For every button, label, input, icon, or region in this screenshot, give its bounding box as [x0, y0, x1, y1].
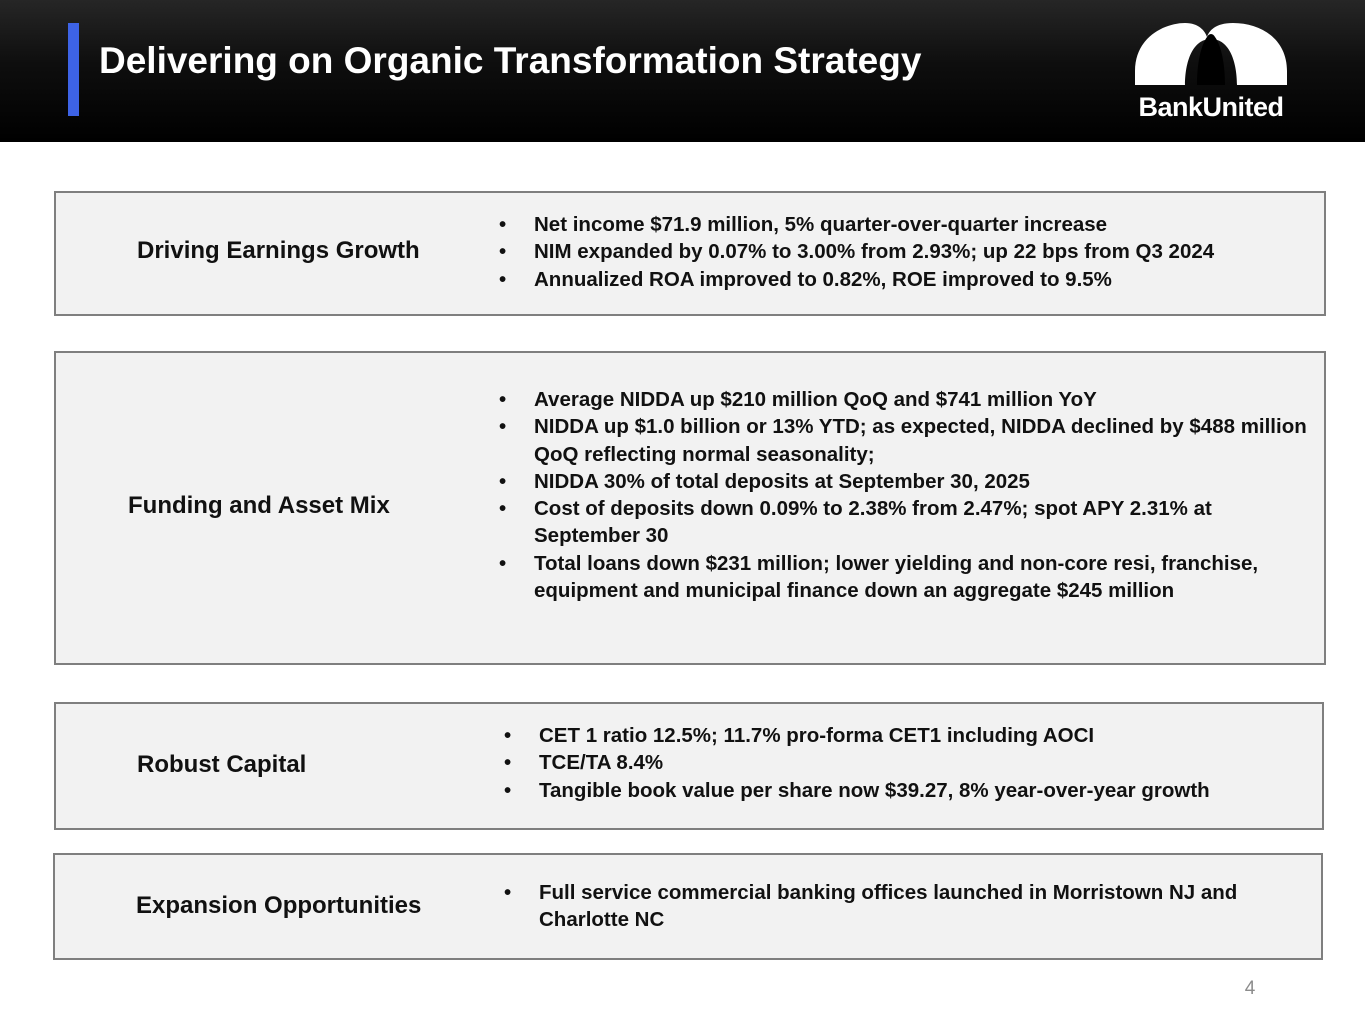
bullet-item: • Average NIDDA up $210 million QoQ and $741 million YoY: [499, 386, 1309, 413]
panel-earnings-growth: [54, 191, 1326, 316]
bullet-item: • Tangible book value per share now $39.27, 8% year-over-year growth: [504, 777, 1304, 804]
bullet-item: • Full service commercial banking offices launched in Morristown NJ and Charlotte NC: [504, 879, 1264, 934]
panel-label: Driving Earnings Growth: [137, 237, 420, 264]
bullet-list: [499, 211, 1309, 293]
bullet-item: • NIM expanded by 0.07% to 3.00% from 2.93%; up 22 bps from Q3 2024: [499, 238, 1309, 265]
bankunited-logo: [1130, 20, 1290, 126]
panel-label: Funding and Asset Mix: [128, 492, 390, 519]
bullet-item: • CET 1 ratio 12.5%; 11.7% pro-forma CET1 including AOCI: [504, 722, 1304, 749]
panel-label: Expansion Opportunities: [136, 892, 422, 919]
bullet-item: • Annualized ROA improved to 0.82%, ROE improved to 9.5%: [499, 266, 1309, 293]
arch-logo-icon: [1135, 23, 1287, 85]
bullet-item: • NIDDA 30% of total deposits at September 30, 2025: [499, 468, 1309, 495]
panel-expansion-opportunities: [53, 853, 1323, 960]
panel-robust-capital: [54, 702, 1324, 830]
logo-wordmark: BankUnited: [1138, 92, 1284, 122]
bullet-item: • Total loans down $231 million; lower yielding and non-core resi, franchise, equipment and municipal finance down an aggregate $245 million: [499, 550, 1309, 605]
bullet-list: [499, 386, 1309, 604]
slide-header: [0, 0, 1365, 142]
title-accent-bar: [68, 23, 79, 116]
bullet-item: • NIDDA up $1.0 billion or 13% YTD; as expected, NIDDA declined by $488 million QoQ reflecting normal seasonality;: [499, 413, 1309, 468]
bullet-list: [504, 879, 1264, 934]
bullet-item: • Cost of deposits down 0.09% to 2.38% from 2.47%; spot APY 2.31% at September 30: [499, 495, 1309, 550]
bullet-list: [504, 722, 1304, 804]
panel-funding-asset-mix: [54, 351, 1326, 665]
panel-label: Robust Capital: [137, 751, 307, 778]
slide-title: Delivering on Organic Transformation Strategy: [99, 40, 922, 81]
bullet-item: • Net income $71.9 million, 5% quarter-over-quarter increase: [499, 211, 1309, 238]
bullet-item: • TCE/TA 8.4%: [504, 749, 1304, 776]
page-number: 4: [1244, 978, 1256, 999]
